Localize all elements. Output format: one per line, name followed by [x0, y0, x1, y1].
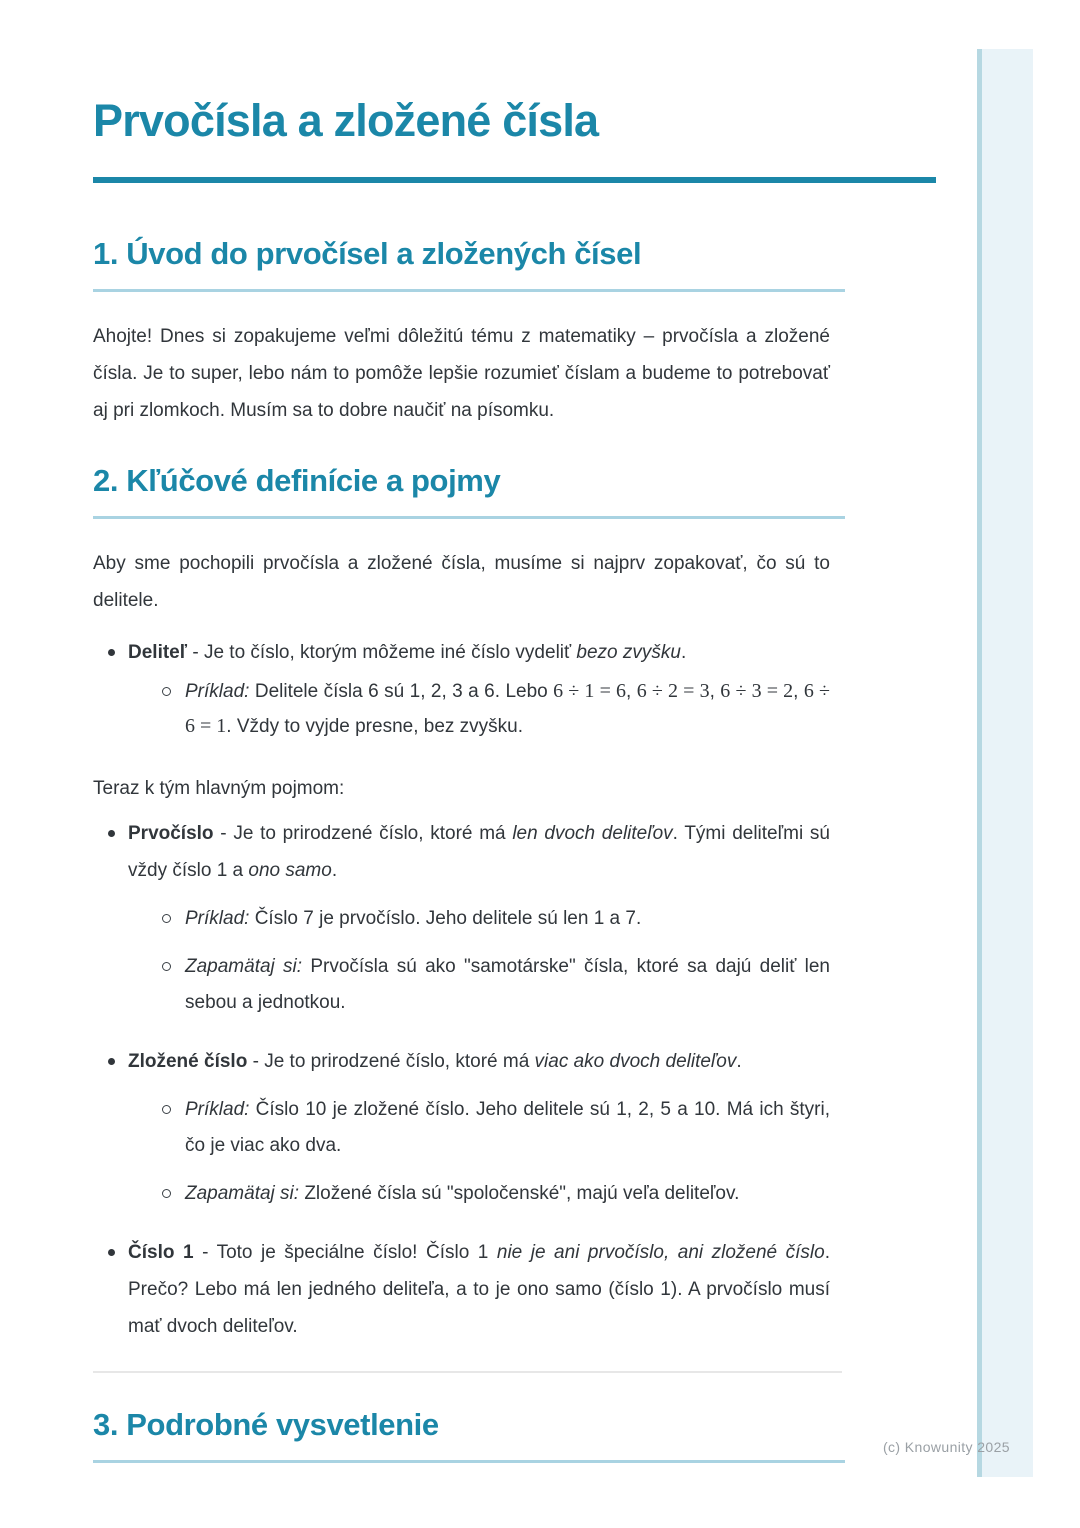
list-item-text: Číslo 1 - Toto je špeciálne číslo! Číslo 1 nie je ani prvočíslo, ani zložené číslo. Prečo? Lebo má len jedného deliteľa, a to je ono samo (číslo 1). A prvočíslo musí mať dvoch deliteľov. — [128, 1242, 830, 1337]
list-item-text: Príklad: Delitele čísla 6 sú 1, 2, 3 a 6. Lebo 6 ÷ 1 = 6, 6 ÷ 2 = 3, 6 ÷ 3 = 2, 6 ÷ 6 = 1. Vždy to vyjde presne, bez zvyšku. — [185, 680, 831, 737]
title-rule — [93, 177, 936, 183]
list-item-divisor-example — [156, 674, 830, 744]
list-item-text: Zložené číslo - Je to prirodzené číslo, ktoré má viac ako dvoch deliteľov. — [128, 1051, 742, 1072]
section-heading-intro: 1. Úvod do prvočísel a zložených čísel — [93, 234, 845, 292]
section-heading-explanation: 3. Podrobné vysvetlenie — [93, 1405, 845, 1463]
list-item-text: Príklad: Číslo 7 je prvočíslo. Jeho delitele sú len 1 a 7. — [185, 908, 642, 929]
list-item-text: Zapamätaj si: Zložené čísla sú "spoločenské", majú veľa deliteľov. — [185, 1183, 740, 1204]
list-item-composite-example — [156, 1092, 830, 1164]
section-divider — [93, 1371, 842, 1373]
section-definitions — [93, 461, 830, 1373]
list-item-prime — [93, 815, 830, 1021]
divisor-sublist — [128, 674, 830, 744]
copyright-watermark: (c) Knowunity 2025 — [882, 1439, 1010, 1455]
document-content — [93, 0, 830, 1463]
list-item-text: Zapamätaj si: Prvočísla sú ako "samotárske" čísla, ktoré sa dajú deliť len sebou a jednotkou. — [185, 956, 830, 1013]
list-item-composite — [93, 1043, 830, 1212]
list-item-text: Deliteľ - Je to číslo, ktorým môžeme iné číslo vydeliť bezo zvyšku. — [128, 642, 687, 663]
list-item-divisor — [93, 634, 830, 744]
page-edge-strip — [977, 49, 1033, 1477]
definitions-lead-paragraph: Aby sme pochopili prvočísla a zložené čísla, musíme si najprv zopakovať, čo sú to delitele. — [93, 553, 830, 611]
list-item-text: Prvočíslo - Je to prirodzené číslo, ktoré má len dvoch deliteľov. Tými deliteľmi sú vždy číslo 1 a ono samo. — [128, 823, 830, 881]
list-item-number-one — [93, 1234, 830, 1345]
transition-paragraph: Teraz k tým hlavným pojmom: — [93, 778, 345, 799]
prime-sublist — [128, 901, 830, 1021]
list-item-prime-example — [156, 901, 830, 937]
list-item-composite-remember — [156, 1176, 830, 1212]
list-item-prime-remember — [156, 949, 830, 1021]
section-explanation — [93, 1405, 830, 1463]
intro-paragraph: Ahojte! Dnes si zopakujeme veľmi dôležitú tému z matematiky – prvočísla a zložené čísla. Je to super, lebo nám to pomôže lepšie rozumieť číslam a budeme to potrebovať aj pri zlomkoch. Musím sa to dobre naučiť na písomku. — [93, 326, 830, 421]
list-item-text: Príklad: Číslo 10 je zložené číslo. Jeho delitele sú 1, 2, 5 a 10. Má ich štyri, čo je viac ako dva. — [185, 1099, 830, 1156]
divisor-definition-list — [93, 634, 830, 744]
section-heading-definitions: 2. Kľúčové definície a pojmy — [93, 461, 845, 519]
page-title: Prvočísla a zložené čísla — [93, 95, 599, 146]
composite-sublist — [128, 1092, 830, 1212]
main-terms-list — [93, 815, 830, 1345]
section-intro — [93, 234, 830, 429]
